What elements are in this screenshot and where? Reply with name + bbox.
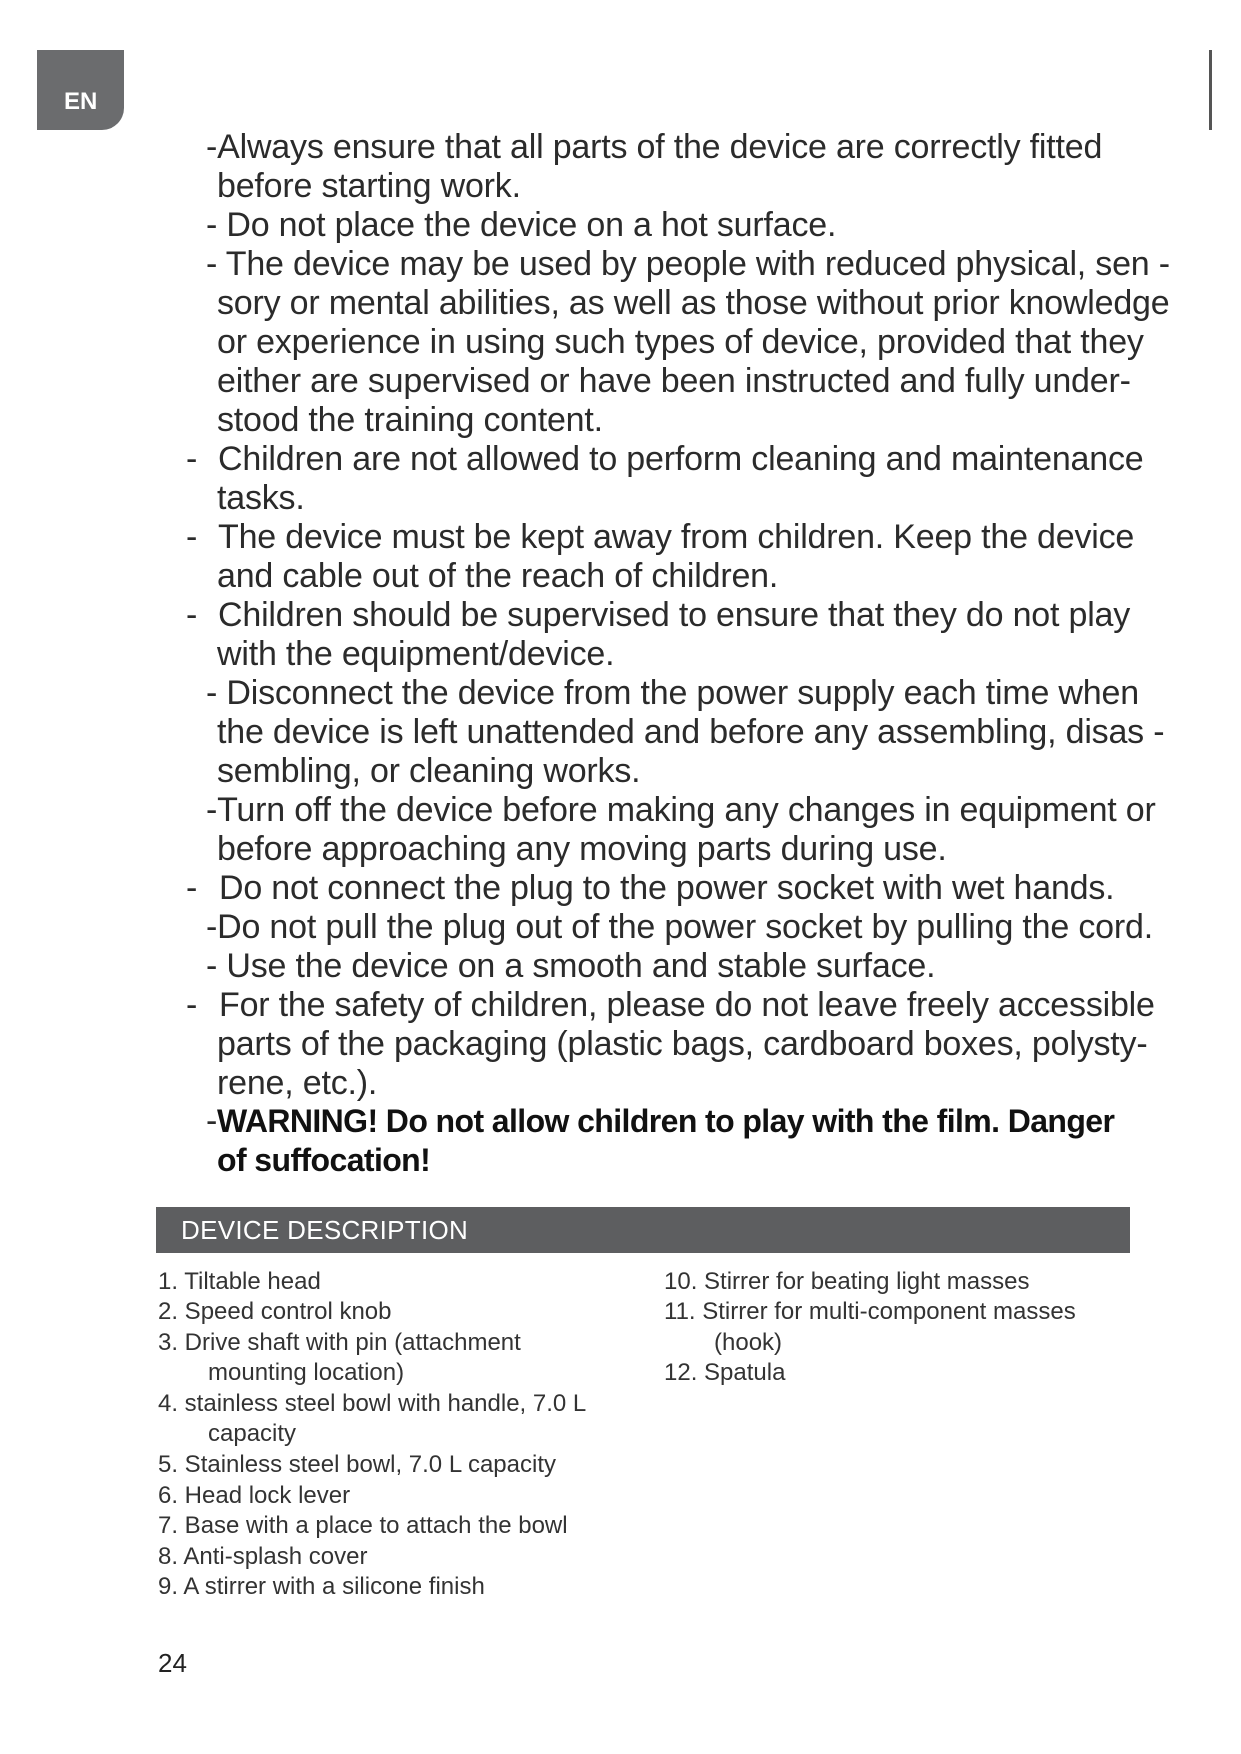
- instruction-line: -Do not pull the plug out of the power socket by pulling the cord.: [206, 908, 1153, 946]
- instruction-line: parts of the packaging (plastic bags, cardboard boxes, polysty-: [217, 1025, 1148, 1063]
- instruction-line: the device is left unattended and before any assembling, disas -: [217, 713, 1165, 751]
- instruction-line: -Turn off the device before making any changes in equipment or: [206, 791, 1156, 829]
- instruction-line: tasks.: [217, 479, 305, 517]
- warning-text: of suffocation!: [217, 1142, 431, 1178]
- warning-dash: -: [206, 1102, 218, 1140]
- instruction-line: - Do not place the device on a hot surface.: [206, 206, 837, 244]
- instruction-line: Children should be supervised to ensure that they do not play: [218, 596, 1131, 634]
- instruction-line: either are supervised or have been instructed and fully under-: [217, 362, 1131, 400]
- instruction-line: - Disconnect the device from the power supply each time when: [206, 674, 1139, 712]
- part-list-item: 5. Stainless steel bowl, 7.0 L capacity: [158, 1451, 556, 1478]
- part-list-item: 12. Spatula: [664, 1359, 786, 1386]
- part-list-item: 1. Tiltable head: [158, 1268, 321, 1295]
- part-list-item: 3. Drive shaft with pin (attachment: [158, 1329, 521, 1356]
- instruction-line: - The device may be used by people with reduced physical, sen -: [206, 245, 1170, 283]
- bullet-dash: -: [186, 440, 198, 478]
- instruction-line: rene, etc.).: [217, 1064, 378, 1102]
- language-tab: [37, 50, 124, 130]
- bullet-dash: -: [186, 518, 198, 556]
- page-edge-line: [1209, 50, 1212, 130]
- part-list-item: 10. Stirrer for beating light masses: [664, 1268, 1030, 1295]
- page-number: 24: [158, 1648, 187, 1678]
- language-label: EN: [64, 88, 98, 115]
- instruction-line: sembling, or cleaning works.: [217, 752, 641, 790]
- part-list-item: 4. stainless steel bowl with handle, 7.0 L: [158, 1390, 587, 1417]
- part-list-item: 8. Anti-splash cover: [158, 1543, 368, 1570]
- instruction-line: For the safety of children, please do not leave freely accessible: [219, 986, 1155, 1024]
- part-list-item: 6. Head lock lever: [158, 1482, 351, 1509]
- part-list-item-continuation: mounting location): [208, 1359, 405, 1386]
- instruction-line: - Use the device on a smooth and stable surface.: [206, 947, 936, 985]
- instruction-line: Children are not allowed to perform cleaning and maintenance: [218, 440, 1144, 478]
- part-list-item-continuation: (hook): [714, 1329, 783, 1356]
- instruction-line: before starting work.: [217, 167, 521, 205]
- instruction-line: stood the training content.: [217, 401, 603, 439]
- part-list-item: 2. Speed control knob: [158, 1298, 392, 1325]
- instruction-line: and cable out of the reach of children.: [217, 557, 779, 595]
- instruction-line: or experience in using such types of device, provided that they: [217, 323, 1144, 361]
- instruction-line: with the equipment/device.: [217, 635, 615, 673]
- bullet-dash: -: [186, 596, 198, 634]
- part-list-item-continuation: capacity: [208, 1420, 297, 1447]
- bullet-dash: -: [186, 986, 198, 1024]
- instruction-line: The device must be kept away from children. Keep the device: [218, 518, 1135, 556]
- section-header: [156, 1207, 1130, 1253]
- instruction-line: before approaching any moving parts during use.: [217, 830, 947, 868]
- warning-text: WARNING! Do not allow children to play with the film. Danger: [217, 1103, 1115, 1139]
- part-list-item: 7. Base with a place to attach the bowl: [158, 1512, 568, 1539]
- section-title: DEVICE DESCRIPTION: [181, 1214, 469, 1245]
- instruction-line: Do not connect the plug to the power socket with wet hands.: [219, 869, 1115, 907]
- bullet-dash: -: [186, 869, 198, 907]
- part-list-item: 9. A stirrer with a silicone finish: [158, 1573, 485, 1600]
- instruction-line: sory or mental abilities, as well as those without prior knowledge: [217, 284, 1170, 322]
- instruction-line: -Always ensure that all parts of the device are correctly fitted: [206, 128, 1103, 166]
- part-list-item: 11. Stirrer for multi-component masses: [664, 1298, 1076, 1325]
